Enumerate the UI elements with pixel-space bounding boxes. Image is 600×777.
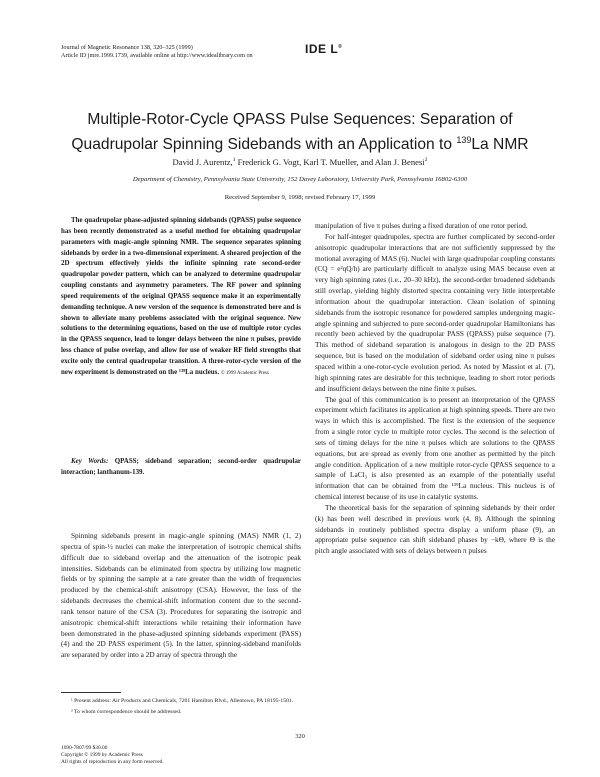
body-paragraph-2: The goal of this communication is to present an interpretation of the QPASS experiment which facilitates its application at high spinning speeds. There are two ways in which this is accomplished. The first is the extension of the sequence from a single rotor cycle to multiple rotor cycles. The second is the selection of sets of timing delays for the nine π pulses which are solutions to the QPASS equations, but are spread as evenly from one another as permitted by the pitch angle condition. Application of a new multiple rotor-cycle QPASS sequence to a sample of LaCl₃ is also presented as an example of the potentially useful information that can be obtained from the ¹³⁹La nucleus. This nucleus is of chemical interest because of its use in catalytic systems. [315, 394, 555, 502]
page-number: 320 [295, 733, 305, 740]
ideal-logo[interactable]: IDE L® [305, 42, 343, 56]
body-paragraph-1: For half-integer quadrupoles, spectra are further complicated by second-order anisotropic quadrupolar interactions that are not sufficiently suppressed by the motional averaging of MAS (6). Nuclei with large quadrupolar coupling constants (CQ = e²qQ/h) are particularly difficult to analyze using MAS because even at very high spinning rates (i.e., 20–30 kHz), the second-order broadened sidebands still overlap, yielding highly distorted spectra containing very little interpretable information about the quadrupolar interaction. Clean isolation of spinning sidebands from the isotropic resonance for powdered samples undergoing magic-angle spinning and subjected to pure second-order quadrupolar Hamiltonians has recently been achieved by the quadrupolar PASS (QPASS) pulse sequence (7). This method of sideband separation is analogous in design to the 2D PASS sequence, but is based on the modulation of sideband order using nine π pulses spaced within a one-rotor-cycle evolution period. As noted by Massiot et al. (7), high spinning rates are desirable for this technique, leading to short rotor periods and insufficient delays between the nine finite π pulses. [315, 231, 555, 393]
paper-title [40, 110, 560, 155]
title-line-2-text: Quadrupolar Spinning Sidebands with an Application to [71, 136, 457, 154]
abstract [61, 215, 301, 380]
copyright-block [61, 745, 164, 766]
copyright-line: Copyright © 1999 by Academic Press [61, 752, 143, 758]
body-paragraph-0: manipulation of five π pulses during a fixed duration of one rotor period. [315, 221, 528, 230]
affiliation: Department of Chemistry, Pennsylvania State University, 152 Davey Laboratory, University Park, Pennsylvania 16802-6300 [132, 176, 468, 183]
title-superscript: 139 [456, 135, 472, 145]
author-1: David J. Aurentz, [172, 157, 233, 167]
logo-text: IDE L [305, 42, 339, 56]
rights-line: All rights of reproduction in any form reserved. [61, 759, 164, 765]
abstract-copyright: © 1999 Academic Press [220, 370, 269, 376]
keywords-text: QPASS; sideband separation; second-order quadrupolar interaction; lanthanum-139. [61, 457, 301, 476]
authors [40, 157, 560, 167]
body-paragraph-3: The theoretical basis for the separation of spinning sidebands by their order (k) has been well described in previous work (4, 8). Although the spinning sidebands in routinely published spectra display a uniform phase (9), an appropriate pulse sequence can shift sideband phases by −kΘ, where Θ is the pitch angle associated with sets of delays between π pulses [315, 502, 555, 556]
issn-line: 1090-7807/99 $30.00 [61, 745, 108, 751]
keywords [61, 456, 301, 478]
title-line-1: Multiple-Rotor-Cycle QPASS Pulse Sequences: Separation of [87, 111, 513, 128]
article-id: Article ID jmre.1999.1739, available online at http://www.idealibrary.com on [61, 52, 253, 59]
title-line-2 [40, 130, 560, 155]
abstract-text: The quadrupolar phase-adjusted spinning sidebands (QPASS) pulse sequence has been recently demonstrated as a useful method for obtaining quadrupolar parameters with magic-angle spinning NMR. The sequence separates spinning sidebands by order in a two-dimensional experiment. A sheared projection of the 2D spectrum effectively yields the infinite spinning rate second-order quadrupolar powder pattern, which can be analyzed to determine quadrupolar coupling constants and asymmetry parameters. The RF power and spinning speed requirements of the original QPASS sequence make it an experimentally demanding technique. A new version of the sequence is demonstrated here and is shown to alleviate many problems associated with the original sequence. New solutions to the determining equations, based on the use of multiple rotor cycles in the QPASS sequence, lead to longer delays between the nine π pulses, provide less chance of pulse overlap, and allow for use of weaker RF field strengths that excite only the central quadrupolar transition. A three-rotor-cycle version of the new experiment is demonstrated on the ¹³⁹La nucleus. [61, 216, 301, 376]
intro-paragraph: Spinning sidebands present in magic-angle spinning (MAS) NMR (1, 2) spectra of spin-½ nuclei can make the interpretation of isotropic chemical shifts difficult due to sideband overlap and the attenuation of the isotropic peak intensities. Sidebands can be eliminated from spectra by utilizing low magnetic fields or by spinning the sample at a rate greater than the width of frequencies produced by the chemical-shift anisotropy (CSA). However, the loss of the sidebands decreases the chemical-shift information content due to the second-rank tensor nature of the CSA (3). Procedures for separating the isotropic and anisotropic chemical-shift interactions while retaining their information have been demonstrated in the phase-adjusted spinning sidebands experiment (PASS) (4) and the 2D PASS experiment (5). In the latter, spinning-sideband manifolds are separated by order into a 2D array of spectra through the [61, 531, 301, 660]
right-column [315, 221, 555, 557]
footnote-2: ² To whom correspondence should be addressed. [71, 708, 182, 715]
footnote-divider [61, 692, 121, 693]
keywords-label: Key Words: [71, 457, 109, 465]
footnotes [61, 697, 301, 718]
author-footnote-1: 1 [232, 157, 236, 164]
author-list: Frederick G. Vogt, Karl T. Mueller, and Alan J. Benesi [235, 157, 425, 167]
footnote-1: ¹ Present address: Air Products and Chemicals, 7201 Hamilton Blvd., Allentown, PA 18195-1501. [71, 698, 294, 704]
journal-citation: Journal of Magnetic Resonance 138, 320–325 (1999) [61, 44, 193, 51]
received-dates: Received September 9, 1998; revised February 17, 1999 [224, 194, 376, 201]
title-line-2-end: La NMR [471, 136, 529, 154]
introduction [61, 531, 301, 661]
author-footnote-2: 2 [424, 157, 428, 164]
